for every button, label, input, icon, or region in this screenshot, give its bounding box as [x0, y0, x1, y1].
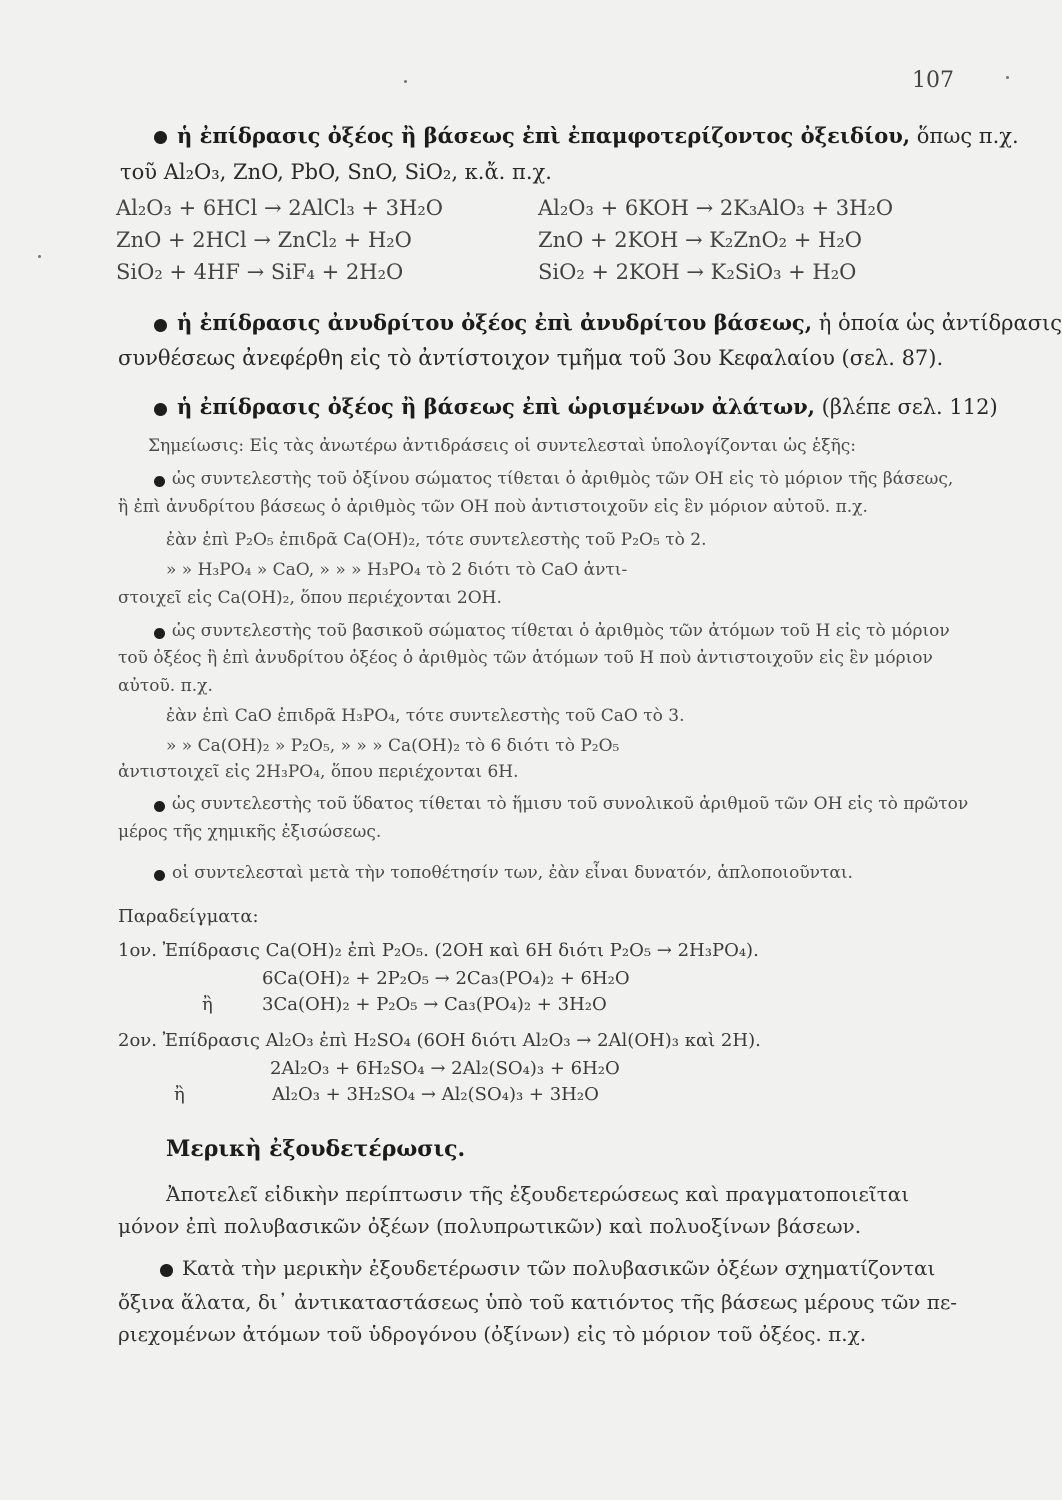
note-p1-line5: στοιχεῖ εἰς Ca(OH)₂, ὅπου περιέχονται 2OH.	[118, 588, 502, 608]
note-p2-line2: τοῦ ὀξέος ἢ ἐπὶ ἀνυδρίτου ὀξέος ὁ ἀριθμὸς τῶν ἀτόμων τοῦ H ποὺ ἀντιστοιχοῦν εἰς ἓν μόριον	[118, 648, 933, 668]
note-p1-line4: » » H₃PO₄ » CaO, » » » H₃PO₄ τὸ 2 διότι τὸ CaO ἀντι-	[166, 560, 628, 580]
section3-line1	[177, 394, 998, 419]
note-p1-line2: ἢ ἐπὶ ἀνυδρίτου βάσεως ὁ ἀριθμὸς τῶν OH ποὺ ἀντιστοιχοῦν εἰς ἓν μόριον αὐτοῦ. π.χ.	[118, 497, 868, 517]
example2-equation2: Al₂O₃ + 3H₂SO₄ → Al₂(SO₄)₃ + 3H₂O	[272, 1084, 599, 1105]
note-p1-line3: ἐὰν ἐπὶ P₂O₅ ἐπιδρᾶ Ca(OH)₂, τότε συντελεστὴς τοῦ P₂O₅ τὸ 2.	[166, 530, 707, 550]
example2-or: ἢ	[174, 1084, 185, 1105]
section1-line1	[177, 123, 1019, 148]
section2-line2: συνθέσεως ἀνεφέρθη εἰς τὸ ἀντίστοιχον τμῆμα τοῦ 3ου Κεφαλαίου (σελ. 87).	[118, 346, 944, 370]
section1-line2: τοῦ Al₂O₃, ZnO, PbO, SnO, SiO₂, κ.ἄ. π.χ.	[120, 160, 552, 184]
section1-tail-text: ὅπως π.χ.	[916, 124, 1019, 148]
equation-left-3: SiO₂ + 4HF → SiF₄ + 2H₂O	[116, 260, 404, 284]
example1-equation2: 3Ca(OH)₂ + P₂O₅ → Ca₃(PO₄)₂ + 3H₂O	[262, 994, 607, 1015]
equation-left-2: ZnO + 2HCl → ZnCl₂ + H₂O	[116, 228, 412, 252]
example1-title: 1ον. Ἐπίδρασις Ca(OH)₂ ἐπὶ P₂O₅. (2OH καὶ 6H διότι P₂O₅ → 2H₃PO₄).	[118, 940, 759, 961]
note-p2-line3: αὐτοῦ. π.χ.	[118, 676, 213, 696]
note-p3-line1: ὡς συντελεστὴς τοῦ ὕδατος τίθεται τὸ ἥμισυ τοῦ συνολικοῦ ἀριθμοῦ τῶν OH εἰς τὸ πρῶτον	[172, 794, 969, 814]
example2-equation1: 2Al₂O₃ + 6H₂SO₄ → 2Al₂(SO₄)₃ + 6H₂O	[270, 1058, 620, 1079]
note-p3-line2: μέρος τῆς χημικῆς ἐξισώσεως.	[118, 822, 382, 842]
section3-tail-text: (βλέπε σελ. 112)	[821, 395, 998, 419]
partial-para2-line1: Κατὰ τὴν μερικὴν ἐξουδετέρωσιν τῶν πολυβασικῶν ὀξέων σχηματίζονται	[182, 1256, 936, 1280]
partial-para1-line1: Ἀποτελεῖ εἰδικὴν περίπτωσιν τῆς ἐξουδετερώσεως καὶ πραγματοποιεῖται	[166, 1182, 910, 1206]
bullet-icon	[154, 131, 167, 144]
example1-or: ἢ	[202, 994, 213, 1015]
equation-left-1: Al₂O₃ + 6HCl → 2AlCl₃ + 3H₂O	[116, 196, 443, 220]
partial-para1-line2: μόνον ἐπὶ πολυβασικῶν ὀξέων (πολυπρωτικῶν) καὶ πολυοξίνων βάσεων.	[118, 1214, 862, 1238]
section2-bold-text: ἡ ἐπίδρασις ἀνυδρίτου ὀξέος ἐπὶ ἀνυδρίτου βάσεως,	[177, 310, 813, 335]
note-p2-line6: ἀντιστοιχεῖ εἰς 2H₃PO₄, ὅπου περιέχονται 6H.	[118, 762, 519, 782]
bullet-icon	[154, 628, 165, 639]
section2-line1	[177, 310, 1062, 335]
bullet-icon	[154, 870, 165, 881]
examples-label: Παραδείγματα:	[118, 906, 259, 927]
bullet-icon	[154, 319, 167, 332]
bullet-icon	[154, 403, 167, 416]
section3-bold-text: ἡ ἐπίδρασις ὀξέος ἢ βάσεως ἐπὶ ὡρισμένων ἀλάτων,	[177, 394, 815, 419]
page-number: 107	[912, 68, 954, 93]
note-p2-line4: ἐὰν ἐπὶ CaO ἐπιδρᾶ H₃PO₄, τότε συντελεστὴς τοῦ CaO τὸ 3.	[166, 706, 685, 726]
section1-bold-text: ἡ ἐπίδρασις ὀξέος ἢ βάσεως ἐπὶ ἐπαμφοτερίζοντος ὀξειδίου,	[177, 123, 911, 148]
equation-right-2: ZnO + 2KOH → K₂ZnO₂ + H₂O	[538, 228, 862, 252]
print-speck	[38, 255, 41, 258]
example1-equation1: 6Ca(OH)₂ + 2P₂O₅ → 2Ca₃(PO₄)₂ + 6H₂O	[262, 968, 630, 989]
note-p2-line5: » » Ca(OH)₂ » P₂O₅, » » » Ca(OH)₂ τὸ 6 διότι τὸ P₂O₅	[166, 736, 620, 756]
example2-title: 2ον. Ἐπίδρασις Al₂O₃ ἐπὶ H₂SO₄ (6OH διότι Al₂O₃ → 2Al(OH)₃ καὶ 2H).	[118, 1030, 761, 1051]
partial-para2-line2: ὄξινα ἅλατα, δι᾽ ἀντικαταστάσεως ὑπὸ τοῦ κατιόντος τῆς βάσεως μέρους τῶν πε-	[118, 1290, 958, 1314]
bullet-icon	[154, 476, 165, 487]
note-p4: οἱ συντελεσταὶ μετὰ τὴν τοποθέτησίν των, ἐὰν εἶναι δυνατόν, ἁπλοποιοῦνται.	[172, 863, 853, 883]
note-intro: Σημείωσις: Εἰς τὰς ἀνωτέρω ἀντιδράσεις οἱ συντελεσταὶ ὑπολογίζονται ὡς ἑξῆς:	[148, 436, 857, 456]
print-speck	[404, 80, 407, 83]
note-p2-line1: ὡς συντελεστὴς τοῦ βασικοῦ σώματος τίθεται ὁ ἀριθμὸς τῶν ἀτόμων τοῦ H εἰς τὸ μόριον	[172, 621, 950, 641]
partial-para2-line3: ριεχομένων ἀτόμων τοῦ ὑδρογόνου (ὀξίνων) εἰς τὸ μόριον τοῦ ὀξέος. π.χ.	[118, 1322, 867, 1346]
note-p1-line1: ὡς συντελεστὴς τοῦ ὀξίνου σώματος τίθεται ὁ ἀριθμὸς τῶν OH εἰς τὸ μόριον τῆς βάσεως,	[172, 469, 954, 489]
equation-right-1: Al₂O₃ + 6KOH → 2K₃AlO₃ + 3H₂O	[538, 196, 894, 220]
section2-tail-text: ἡ ὁποία ὡς ἀντίδρασις	[818, 311, 1062, 335]
bullet-icon	[160, 1264, 173, 1277]
section-heading: Μερικὴ ἐξουδετέρωσις.	[166, 1136, 466, 1162]
bullet-icon	[154, 801, 165, 812]
equation-right-3: SiO₂ + 2KOH → K₂SiO₃ + H₂O	[538, 260, 857, 284]
print-speck	[1006, 76, 1009, 79]
